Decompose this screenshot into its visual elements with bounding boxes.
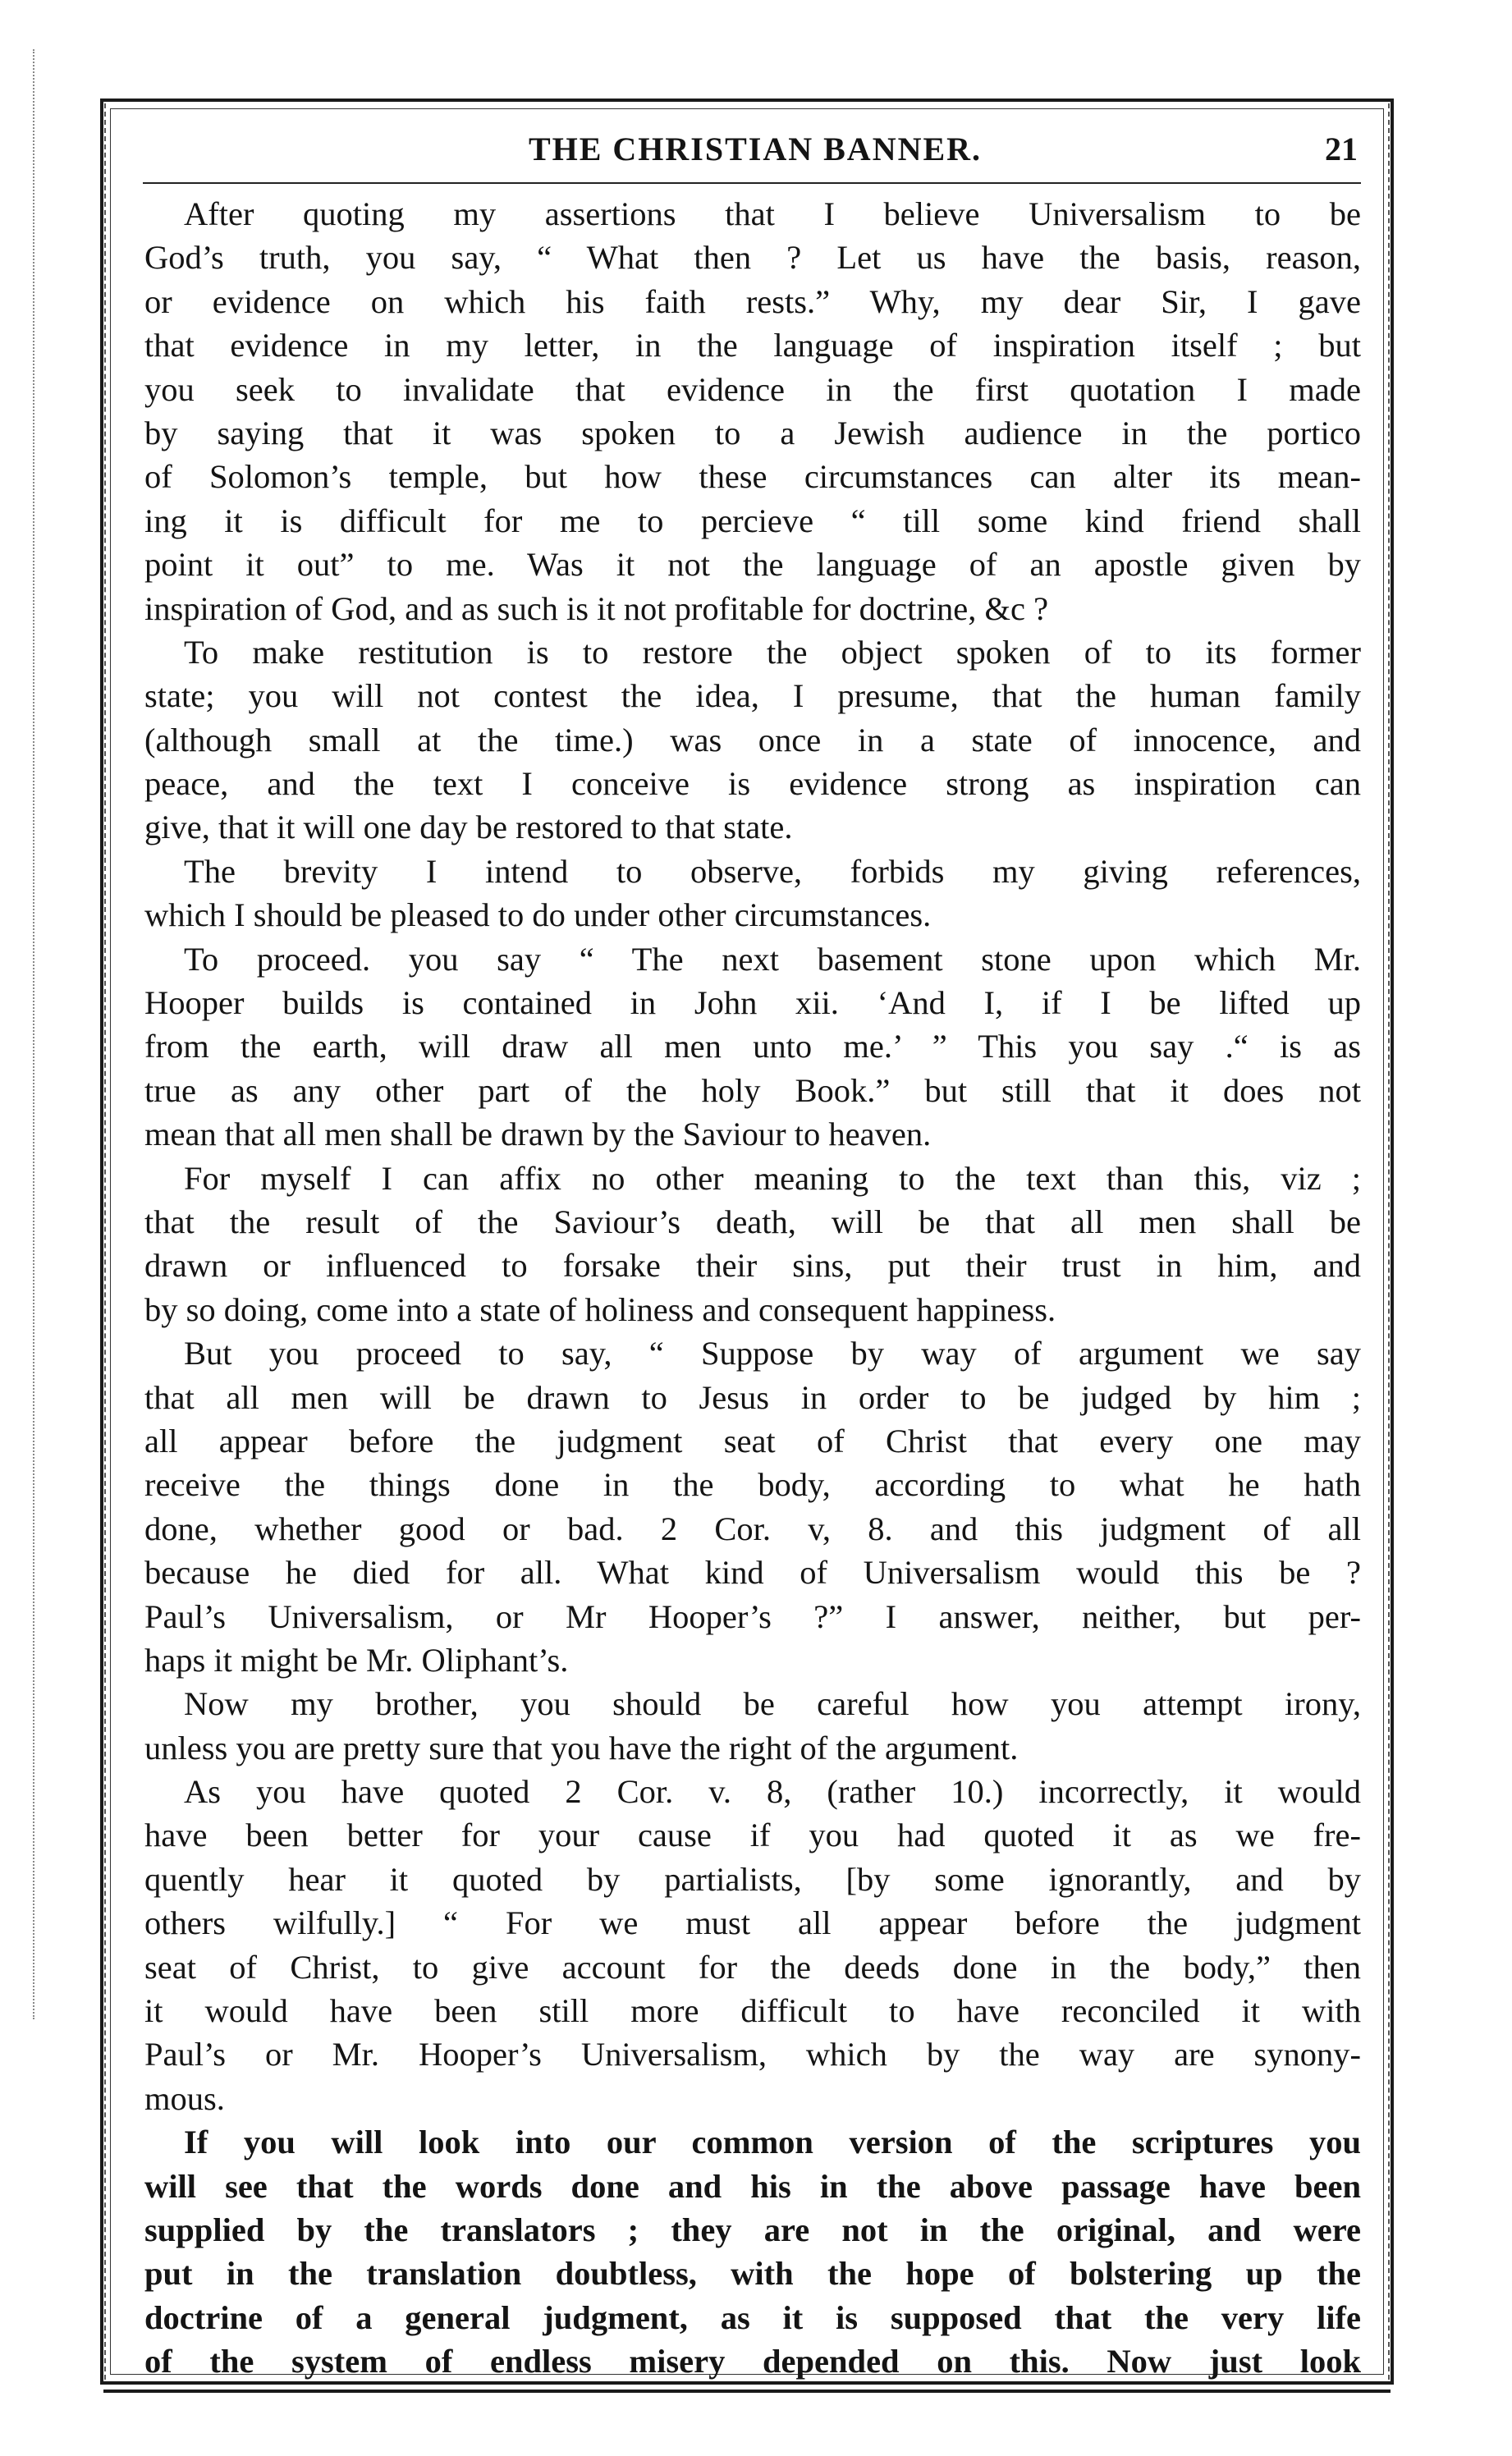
- text-line: Paul’s or Mr. Hooper’s Universalism, which by the way are synony-: [144, 2036, 1361, 2073]
- page-frame: [100, 99, 1394, 2385]
- text-line: mean that all men shall be drawn by the Saviour to heaven.: [144, 1116, 932, 1153]
- text-line: will see that the words done and his in the above passage have been: [144, 2167, 1361, 2205]
- text-line: by so doing, come into a state of holiness and consequent happiness.: [144, 1290, 1056, 1328]
- text-line: seat of Christ, to give account for the deeds done in the body,” then: [144, 1948, 1361, 1986]
- text-line: it would have been still more difficult to have reconciled it with: [144, 1992, 1361, 2030]
- text-line: haps it might be Mr. Oliphant’s.: [144, 1641, 569, 1679]
- text-line: As you have quoted 2 Cor. v. 8, (rather 10.) incorrectly, it would: [184, 1773, 1361, 1811]
- text-line: that the result of the Saviour’s death, will be that all men shall be: [144, 1203, 1361, 1240]
- text-line: because he died for all. What kind of Universalism would this be ?: [144, 1554, 1361, 1592]
- text-line: mous.: [144, 2079, 225, 2117]
- text-line: from the earth, will draw all men unto me.’ ” This you say .“ is as: [144, 1028, 1361, 1065]
- text-line: receive the things done in the body, according to what he hath: [144, 1466, 1361, 1504]
- left-margin-rule: [104, 103, 106, 2380]
- text-line: give, that it will one day be restored to that state.: [144, 809, 793, 846]
- page-header: [153, 130, 1358, 182]
- text-line: peace, and the text I conceive is evidence strong as inspiration can: [144, 765, 1361, 803]
- text-line: put in the translation doubtless, with the hope of bolstering up the: [144, 2255, 1361, 2293]
- text-line: God’s truth, you say, “ What then ? Let us have the basis, reason,: [144, 239, 1361, 277]
- text-line: inspiration of God, and as such is it not profitable for doctrine, &c ?: [144, 589, 1049, 627]
- running-head: THE CHRISTIAN BANNER.: [528, 131, 983, 167]
- text-line: state; you will not contest the idea, I presume, that the human family: [144, 677, 1361, 715]
- text-line: you seek to invalidate that evidence in the first quotation I made: [144, 370, 1361, 408]
- text-line: which I should be pleased to do under other circumstances.: [144, 896, 932, 934]
- text-line: or evidence on which his faith rests.” Why, my dear Sir, I gave: [144, 282, 1361, 320]
- margin-speckle: [33, 49, 34, 2019]
- text-line: that evidence in my letter, in the language of inspiration itself ; but: [144, 327, 1361, 364]
- text-line: supplied by the translators ; they are not in the original, and were: [144, 2211, 1361, 2248]
- text-line: After quoting my assertions that I believe Universalism to be: [184, 195, 1361, 232]
- text-line: done, whether good or bad. 2 Cor. v, 8. and this judgment of all: [144, 1510, 1361, 1547]
- page-number: 21: [1325, 131, 1358, 167]
- text-line: quently hear it quoted by partialists, [by some ignorantly, and by: [144, 1860, 1361, 1898]
- text-line: ing it is difficult for me to percieve “ till some kind friend shall: [144, 502, 1361, 539]
- text-line: that all men will be drawn to Jesus in order to be judged by him ;: [144, 1378, 1361, 1416]
- text-line: true as any other part of the holy Book.” but still that it does not: [144, 1071, 1361, 1109]
- text-line: If you will look into our common version of the scriptures you: [184, 2124, 1361, 2161]
- text-line: point it out” to me. Was it not the language of an apostle given by: [144, 546, 1361, 584]
- text-line: Now my brother, you should be careful how you attempt irony,: [184, 1685, 1361, 1723]
- header-rule: [143, 182, 1361, 184]
- text-line: of Solomon’s temple, but how these circumstances can alter its mean-: [144, 458, 1361, 496]
- text-line: have been better for your cause if you had quoted it as we fre-: [144, 1817, 1361, 1854]
- text-line: others wilfully.] “ For we must all appear before the judgment: [144, 1904, 1361, 1942]
- text-line: Hooper builds is contained in John xii. ‘And I, if I be lifted up: [144, 984, 1361, 1022]
- text-line: But you proceed to say, “ Suppose by way of argument we say: [184, 1335, 1361, 1372]
- footer-rule: [103, 2390, 1391, 2393]
- text-line: by saying that it was spoken to a Jewish audience in the portico: [144, 414, 1361, 451]
- text-line: Paul’s Universalism, or Mr Hooper’s ?” I answer, neither, but per-: [144, 1597, 1361, 1635]
- text-line: To make restitution is to restore the object spoken of to its former: [184, 633, 1361, 671]
- article-body: [144, 192, 1361, 2384]
- text-line: all appear before the judgment seat of Christ that every one may: [144, 1422, 1361, 1459]
- text-line: For myself I can affix no other meaning to the text than this, viz ;: [184, 1159, 1361, 1197]
- text-line: The brevity I intend to observe, forbids my giving references,: [184, 852, 1361, 890]
- text-line: To proceed. you say “ The next basement stone upon which Mr.: [184, 940, 1361, 978]
- text-line: drawn or influenced to forsake their sins, put their trust in him, and: [144, 1247, 1361, 1285]
- text-line: (although small at the time.) was once in a state of innocence, and: [144, 721, 1361, 758]
- text-line: of the system of endless misery depended on this. Now just look: [144, 2343, 1361, 2380]
- right-margin-rule: [1388, 103, 1390, 2380]
- text-line: unless you are pretty sure that you have the right of the argument.: [144, 1729, 1019, 1766]
- text-line: doctrine of a general judgment, as it is supposed that the very life: [144, 2298, 1361, 2336]
